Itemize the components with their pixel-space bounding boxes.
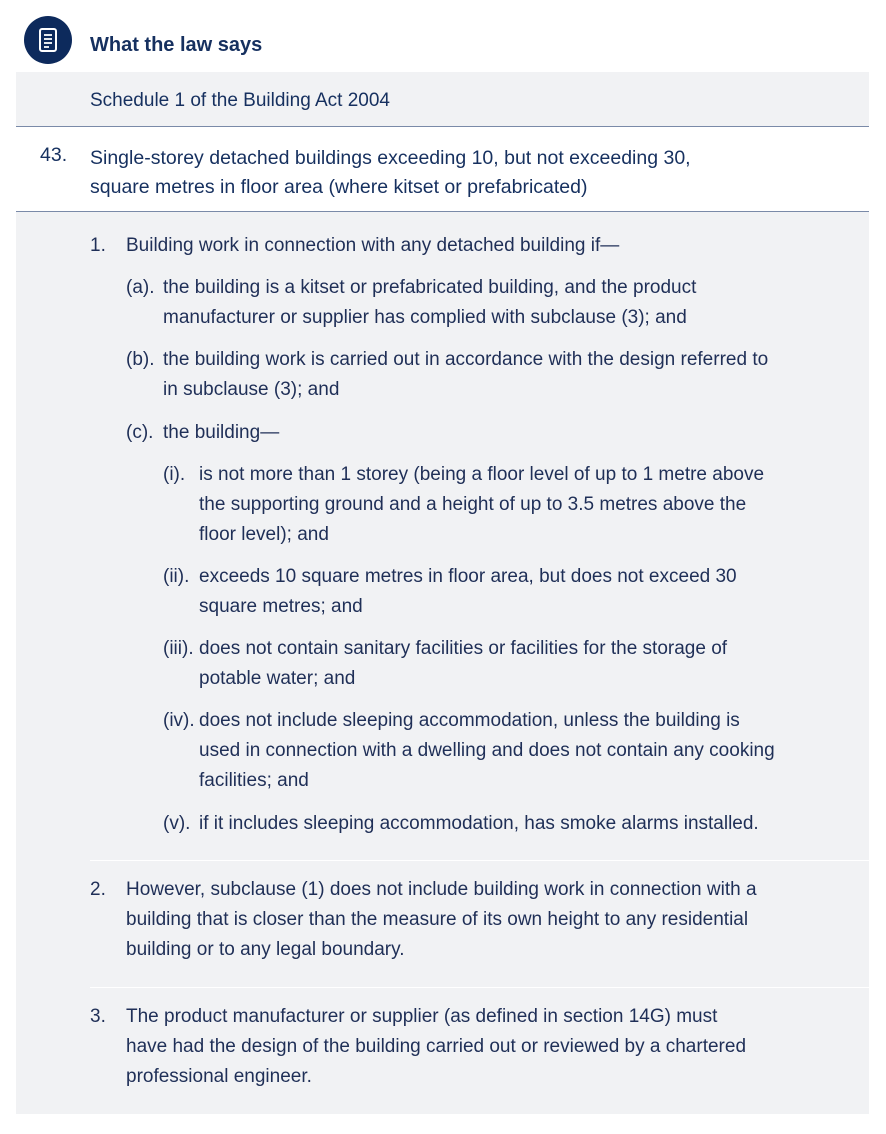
clause-number: 2.	[90, 879, 106, 900]
section-number: 43.	[40, 144, 68, 166]
clause-number: 1.	[90, 235, 106, 256]
clause-text: building that is closer than the measure of its own height to any residential	[126, 909, 749, 930]
clause-separator	[90, 987, 869, 988]
item-label: (ii).	[163, 566, 190, 587]
subclause-label: (c).	[126, 422, 154, 443]
subclause-text: the building is a kitset or prefabricated building, and the product	[163, 277, 697, 298]
item-text: used in connection with a dwelling and does not contain any cooking	[199, 740, 775, 761]
divider	[16, 211, 869, 212]
schedule-title: Schedule 1 of the Building Act 2004	[90, 90, 391, 111]
subclause-text: in subclause (3); and	[163, 379, 340, 400]
clause-text: professional engineer.	[126, 1066, 312, 1087]
clause-text: building or to any legal boundary.	[126, 939, 405, 960]
subclause-text: manufacturer or supplier has complied with subclause (3); and	[163, 307, 687, 328]
item-text: if it includes sleeping accommodation, has smoke alarms installed.	[199, 813, 759, 834]
clause-separator	[90, 860, 869, 861]
clause-text: Building work in connection with any detached building if—	[126, 235, 620, 256]
item-label: (i).	[163, 464, 186, 485]
item-text: is not more than 1 storey (being a floor level of up to 1 metre above	[199, 464, 765, 485]
subclause-label: (b).	[126, 349, 155, 370]
clause-text: However, subclause (1) does not include building work in connection with a	[126, 879, 757, 900]
header	[0, 0, 886, 72]
item-text: facilities; and	[199, 770, 309, 791]
clause-text: have had the design of the building carried out or reviewed by a chartered	[126, 1036, 747, 1057]
item-label: (v).	[163, 813, 191, 834]
section-title	[90, 144, 810, 202]
item-text: does not contain sanitary facilities or facilities for the storage of	[199, 638, 728, 659]
item-text: exceeds 10 square metres in floor area, but does not exceed 30	[199, 566, 737, 587]
section-title-line: Single-storey detached buildings exceeding 10, but not exceeding 30,	[90, 147, 691, 169]
section-title-line: square metres in floor area (where kitset or prefabricated)	[90, 176, 588, 198]
clause-text: The product manufacturer or supplier (as defined in section 14G) must	[126, 1006, 718, 1027]
item-text: square metres; and	[199, 596, 363, 617]
item-text: potable water; and	[199, 668, 356, 689]
scroll-document-icon	[24, 16, 72, 64]
item-text: does not include sleeping accommodation, unless the building is	[199, 710, 740, 731]
header-title: What the law says	[90, 34, 263, 56]
subclause-text: the building work is carried out in accordance with the design referred to	[163, 349, 769, 370]
clause-number: 3.	[90, 1006, 106, 1027]
item-label: (iii).	[163, 638, 194, 659]
subclause-label: (a).	[126, 277, 155, 298]
item-text: floor level); and	[199, 524, 329, 545]
item-text: the supporting ground and a height of up to 3.5 metres above the	[199, 494, 747, 515]
item-label: (iv).	[163, 710, 195, 731]
subclause-text: the building—	[163, 422, 280, 443]
